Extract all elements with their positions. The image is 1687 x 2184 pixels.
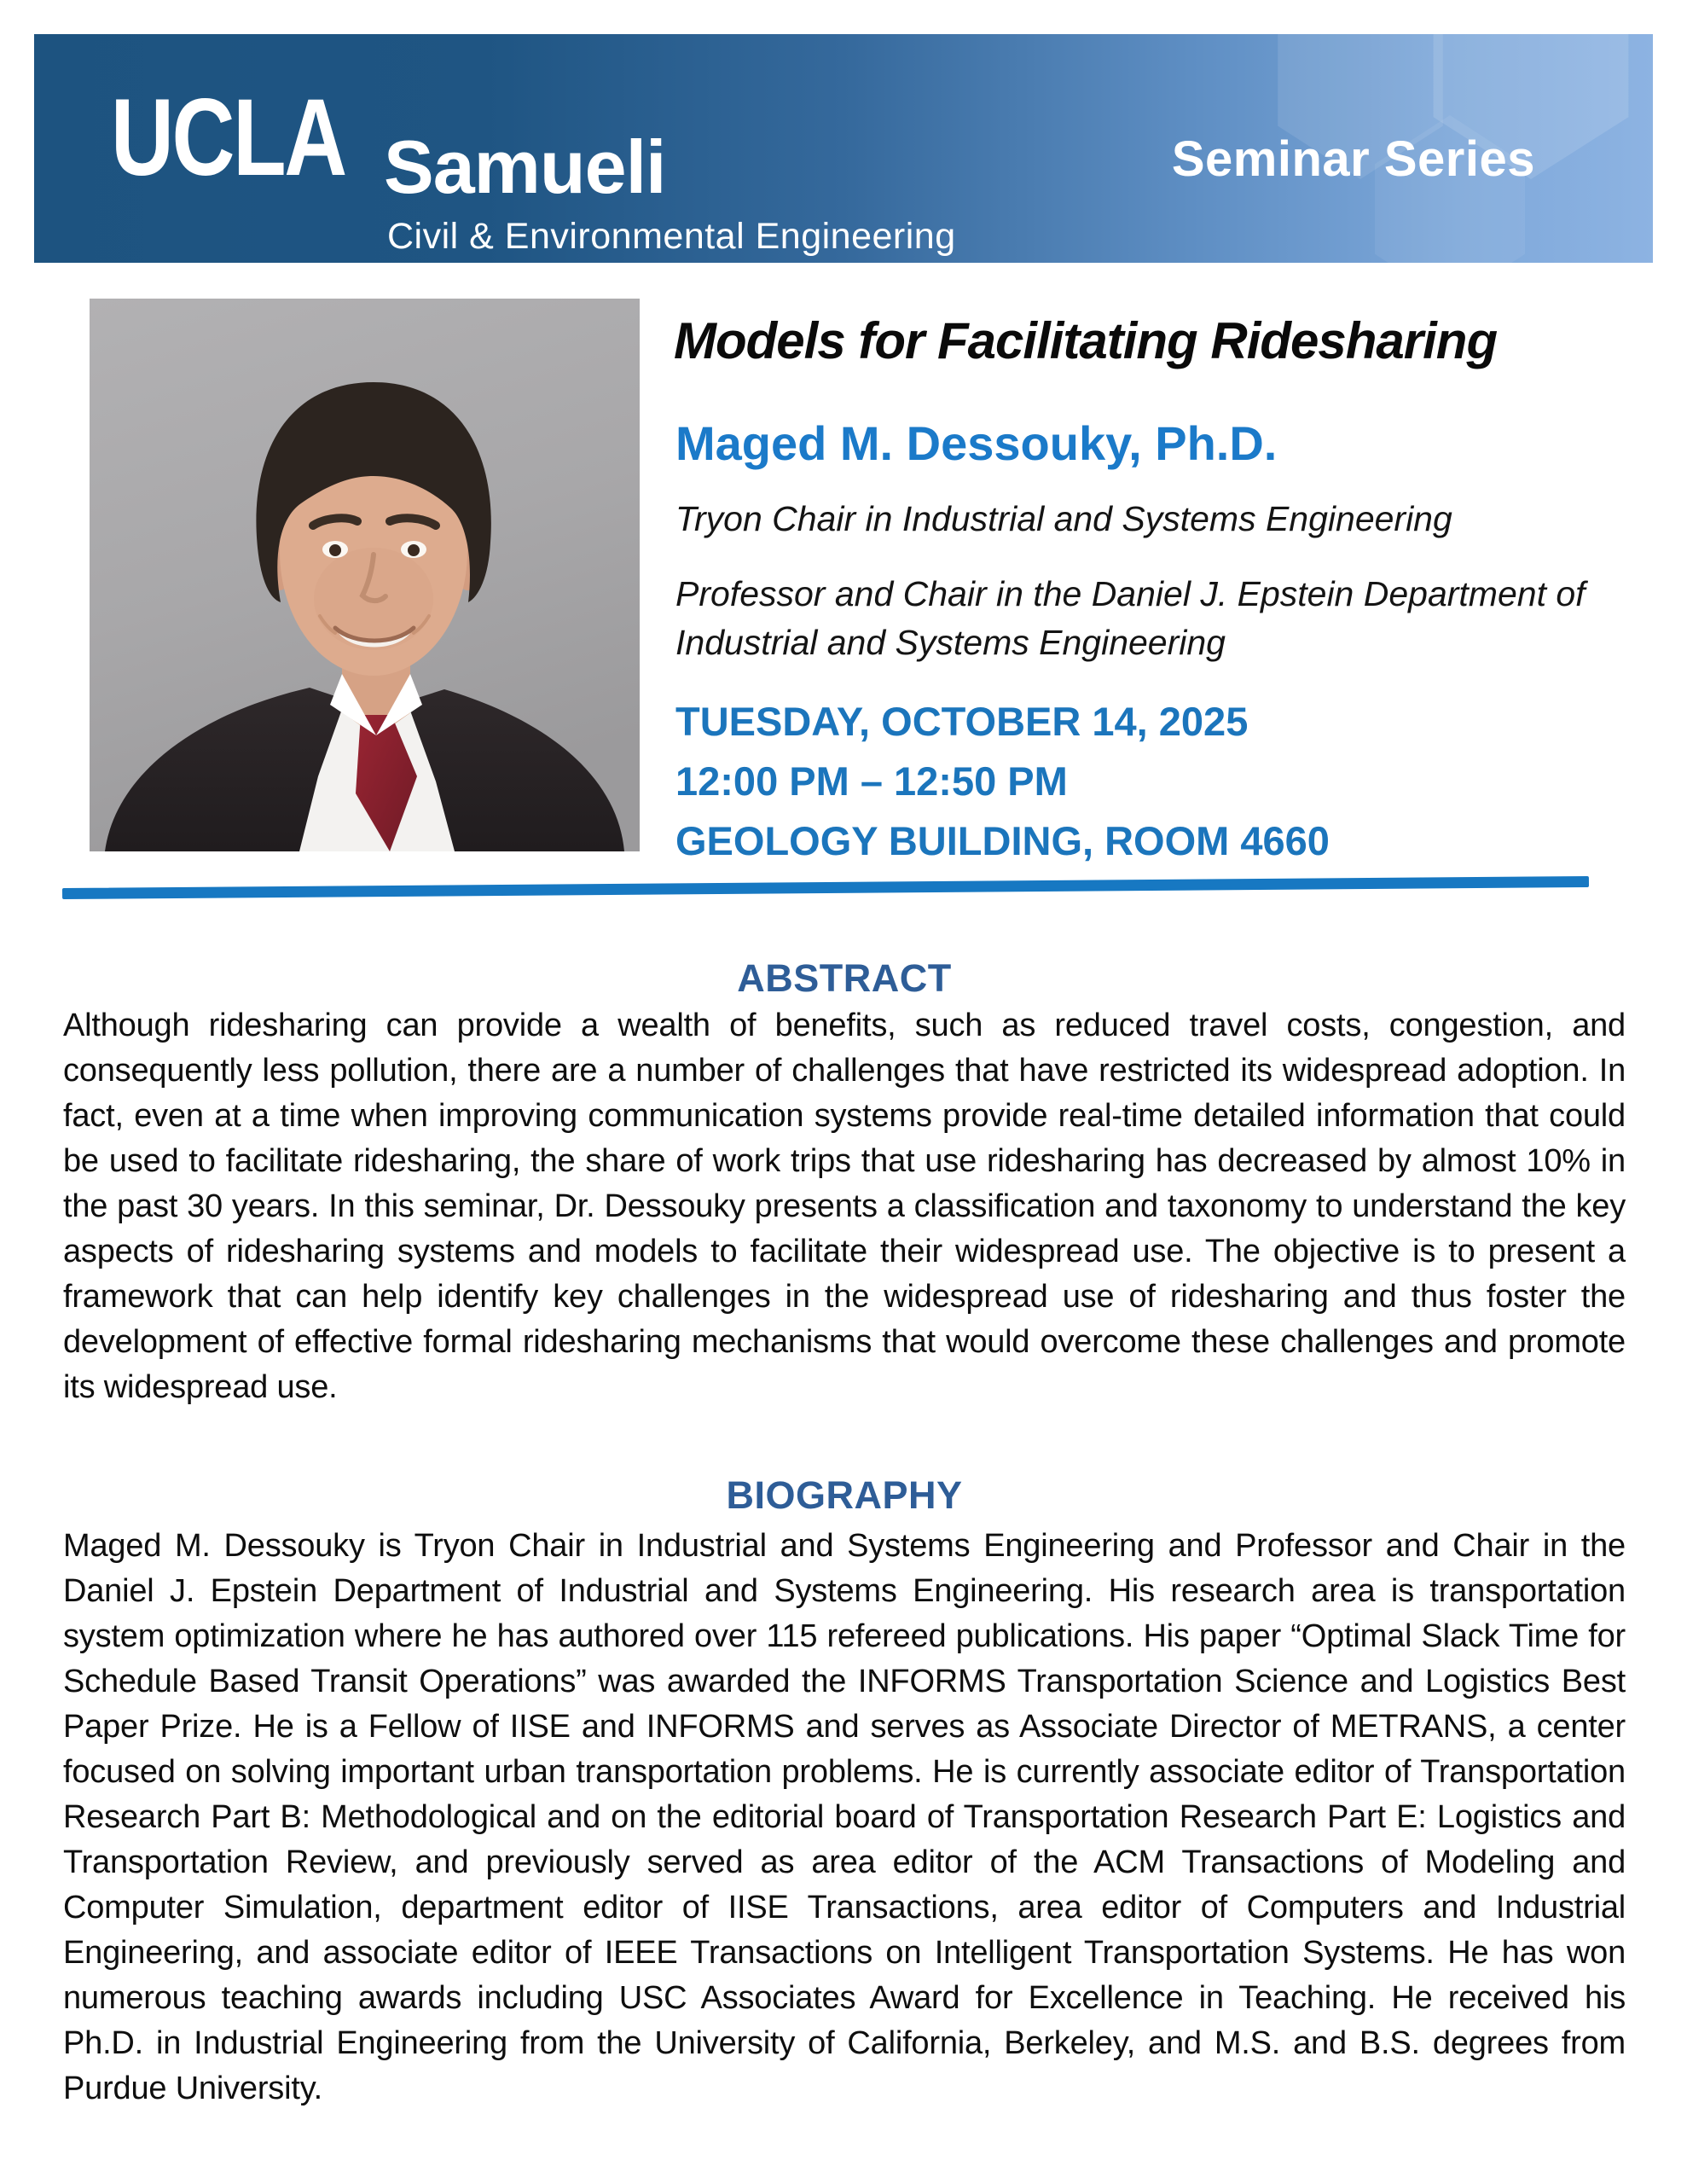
speaker-name: Maged M. Dessouky, Ph.D.: [675, 416, 1278, 470]
speaker-portrait-illustration: [90, 299, 640, 851]
pupil-right: [408, 544, 420, 556]
header-banner: [34, 34, 1653, 263]
biography-heading: BIOGRAPHY: [726, 1473, 963, 1517]
speaker-role-primary: Tryon Chair in Industrial and Systems Engineering: [675, 499, 1452, 538]
department-name: Civil & Environmental Engineering: [387, 216, 956, 257]
event-time: 12:00 PM – 12:50 PM: [675, 758, 1068, 804]
pupil-left: [329, 544, 341, 556]
talk-title: Models for Facilitating Ridesharing: [674, 312, 1498, 369]
biography-paragraph: Maged M. Dessouky is Tryon Chair in Industrial and Systems Engineering and Professor and Chair in the Daniel J. Epstein Department of Industrial and Systems Engineering. His research area is transportation system optimization where he has authored over 115 refereed publications. His paper “Optimal Slack Time for Schedule Based Transit Operations” was awarded the INFORMS Transportation Science and Logistics Best Paper Prize. He is a Fellow of IISE and INFORMS and serves as Associate Director of METRANS, a center focused on solving important urban transportation problems. He is currently associate editor of Transportation Research Part B: Methodological and on the editorial board of Transportation Research Part E: Logistics and Transportation Review, and previously served as area editor of the ACM Transactions of Modeling and Computer Simulation, department editor of IISE Transactions, area editor of Computers and Industrial Engineering, and associate editor of IEEE Transactions on Intelligent Transportation Systems. He has won numerous teaching awards including USC Associates Award for Excellence in Teaching. He received his Ph.D. in Industrial Engineering from the University of California, Berkeley, and M.S. and B.S. degrees from Purdue University.: [63, 1528, 1626, 2106]
divider-line: [62, 876, 1589, 899]
speaker-role-secondary: Professor and Chair in the Daniel J. Epstein Department of Industrial and Systems Engineering: [675, 574, 1586, 662]
ucla-wordmark: UCLA: [111, 77, 345, 199]
event-date: TUESDAY, OCTOBER 14, 2025: [675, 699, 1249, 744]
ucla-samueli-logo: [111, 77, 1049, 258]
seminar-series-label: Seminar Series: [1171, 131, 1535, 187]
speaker-photo: [90, 299, 640, 851]
abstract-heading: ABSTRACT: [737, 956, 952, 1000]
event-location: GEOLOGY BUILDING, ROOM 4660: [675, 818, 1330, 863]
samueli-wordmark: Samueli: [384, 125, 666, 209]
abstract-paragraph: Although ridesharing can provide a wealth of benefits, such as reduced travel costs, congestion, and consequently less pollution, there are a number of challenges that have restricted its widespread adoption. In fact, even at a time when improving communication systems provide real-time detailed information that could be used to facilitate ridesharing, the share of work trips that use ridesharing has decreased by almost 10% in the past 30 years. In this seminar, Dr. Dessouky presents a classification and taxonomy to understand the key aspects of ridesharing systems and models to facilitate their widespread use. The objective is to present a framework that can help identify key challenges in the widespread use of ridesharing and thus foster the development of effective formal ridesharing mechanisms that would overcome these challenges and promote its widespread use.: [63, 1008, 1626, 1405]
